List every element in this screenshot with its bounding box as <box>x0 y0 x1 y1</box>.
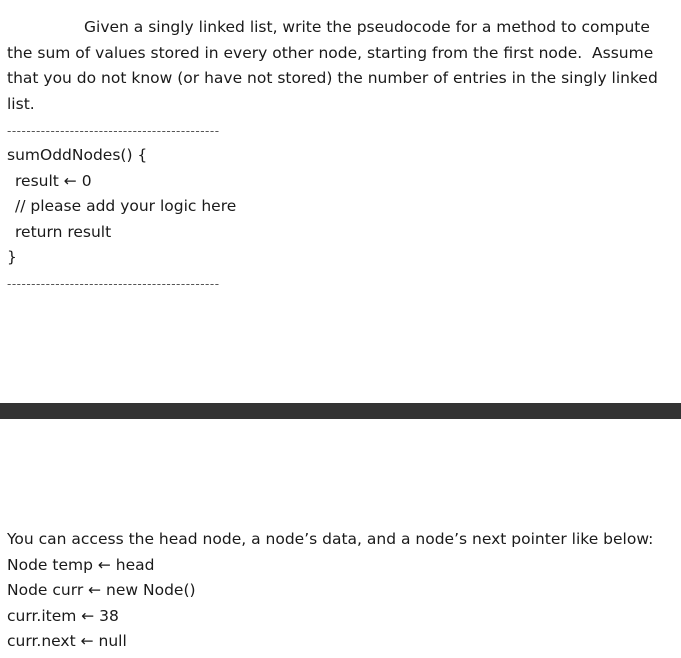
code-comment-line: // please add your logic here <box>15 197 237 216</box>
pseudocode-block <box>7 143 236 271</box>
code-close-brace: } <box>7 248 17 267</box>
access-intro: You can access the head node, a node’s data, and a node’s next pointer like below: <box>7 530 654 548</box>
problem-prompt <box>7 15 677 117</box>
access-example-line: Node temp ← head <box>7 555 155 574</box>
code-init-line: result ← 0 <box>15 171 92 190</box>
prompt-line: list. <box>7 94 35 113</box>
code-signature: sumOddNodes() { <box>7 146 148 164</box>
dashed-separator-top: -------------------------------------------- <box>7 124 220 138</box>
dashed-separator-bottom: -------------------------------------------- <box>7 277 220 291</box>
access-example-line: curr.next ← null <box>7 632 127 651</box>
prompt-line: Given a singly linked list, write the pseudocode for a method to compute <box>84 18 650 36</box>
prompt-line: that you do not know (or have not stored) the number of entries in the singly linked <box>7 69 658 88</box>
access-example-line: curr.item ← 38 <box>7 606 119 625</box>
code-return-line: return result <box>15 222 112 241</box>
access-notes <box>7 527 653 655</box>
access-example-line: Node curr ← new Node() <box>7 581 196 600</box>
section-divider-bar <box>0 403 681 419</box>
prompt-line: the sum of values stored in every other node, starting from the first node. Assume <box>7 43 654 62</box>
